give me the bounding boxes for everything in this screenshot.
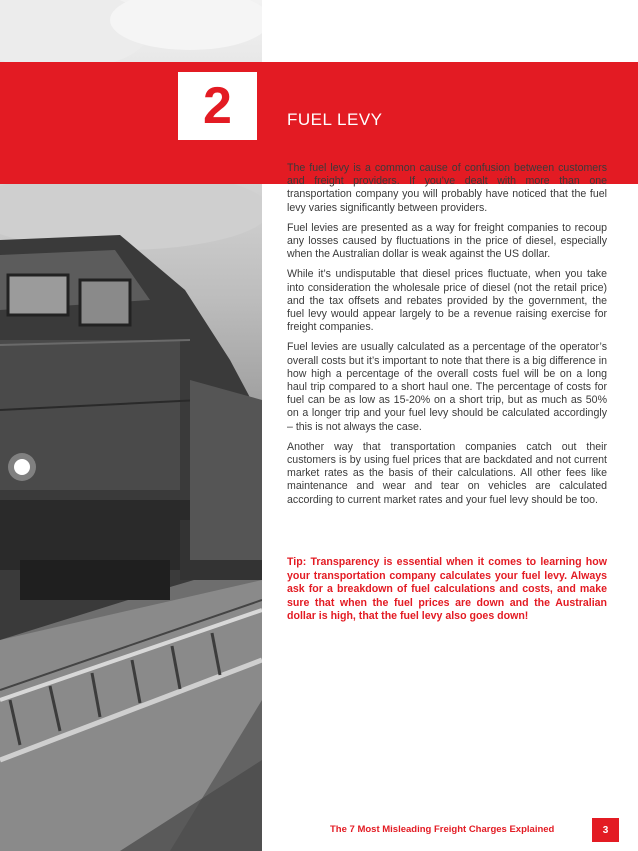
paragraph: Fuel levies are usually calculated as a percentage of the operator’s overall costs but it’s important to note that there is a big difference in how high a percentage of the overall costs fuel will be on a long haul trip compared to a short haul one. The percentage of costs for fuel can be as low as 15-20% on a short trip, but as much as 50% on a longer trip and your fuel levy should be calculated accordingly – this is not always the case. <box>287 341 607 433</box>
body-text <box>287 162 607 514</box>
paragraph: Fuel levies are presented as a way for freight companies to recoup any losses caused by fluctuations in the price of diesel, especially when the Australian dollar is weak against the US dollar. <box>287 221 607 261</box>
page-number: 3 <box>592 818 619 842</box>
section-number: 2 <box>203 77 232 135</box>
footer-title: The 7 Most Misleading Freight Charges Explained <box>330 824 555 835</box>
section-number-box <box>178 72 257 140</box>
tip-callout: Tip: Transparency is essential when it comes to learning how your transportation company calculates your fuel levy. Always ask for a breakdown of fuel calculations and costs, and make sure that when the fuel prices are down and the Australian dollar is high, that the fuel levy also goes down! <box>287 556 607 623</box>
section-title: FUEL LEVY <box>287 110 383 129</box>
paragraph: Another way that transportation companies catch out their customers is by using fuel prices that are backdated and not current market rates as the basis of their calculations. All other fees like maintenance and wear and tear on vehicles are calculated according to current market rates and your fuel levy should be too. <box>287 440 607 506</box>
paragraph: The fuel levy is a common cause of confusion between customers and freight providers. If you’ve dealt with more than one transportation company you will probably have noticed that the fuel levy varies significantly between providers. <box>287 162 607 214</box>
paragraph: While it’s undisputable that diesel prices fluctuate, when you take into consideration the wholesale price of diesel (not the retail price) and the tax offsets and rebates provided by the government, the fuel levy would appear largely to be a revenue raising exercise for freight companies. <box>287 268 607 334</box>
